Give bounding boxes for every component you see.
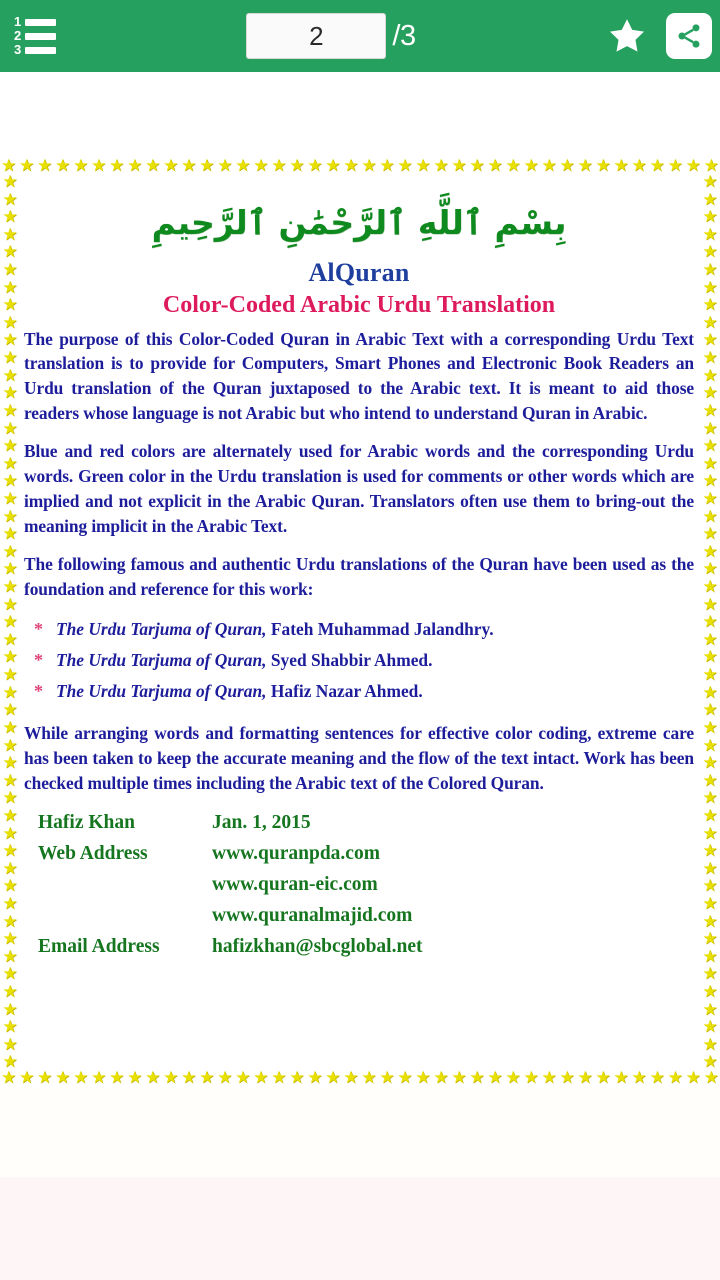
star-icon: ★ [433,158,449,176]
star-icon: ★ [2,823,18,844]
star-icon: ★ [702,717,718,738]
star-icon: ★ [55,1070,71,1088]
bullet-icon: * [34,619,43,640]
star-icon: ★ [2,174,18,192]
numbered-list-icon [14,16,58,56]
star-icon: ★ [2,770,18,791]
star-icon: ★ [702,612,718,633]
star-icon: ★ [702,841,718,862]
star-icon: ★ [235,158,251,176]
star-icon: ★ [702,665,718,686]
star-icon: ★ [2,647,18,668]
star-icon: ★ [73,158,89,176]
star-icon: ★ [702,295,718,316]
star-icon: ★ [702,524,718,545]
star-icon: ★ [2,841,18,862]
star-icon: ★ [703,1070,719,1088]
star-icon: ★ [199,158,215,176]
star-icon: ★ [613,1070,629,1088]
star-icon: ★ [577,158,593,176]
star-icon: ★ [702,383,718,404]
star-icon: ★ [702,893,718,914]
star-icon: ★ [289,158,305,176]
star-icon: ★ [217,1070,233,1088]
star-icon: ★ [702,753,718,774]
star-icon: ★ [163,1070,179,1088]
star-icon: ★ [253,158,269,176]
star-icon: ★ [2,612,18,633]
star-icon: ★ [702,312,718,333]
star-icon: ★ [37,1070,53,1088]
contact-value: www.quranpda.com [212,842,380,864]
star-icon: ★ [37,158,53,176]
bullet-icon: * [34,650,43,671]
star-icon: ★ [2,383,18,404]
star-icon: ★ [702,629,718,650]
star-icon: ★ [2,312,18,333]
star-icon [605,15,649,57]
star-icon: ★ [702,1034,718,1055]
star-icon: ★ [703,158,719,176]
star-icon: ★ [702,823,718,844]
star-icon: ★ [343,1070,359,1088]
bullet-icon: * [34,681,43,702]
star-icon: ★ [2,735,18,756]
star-icon: ★ [577,1070,593,1088]
star-icon: ★ [1,1070,17,1088]
paragraph-purpose: The purpose of this Color-Coded Quran in Arabic Text with a corresponding Urdu Text translation is to provide for Computers, Smart Phones and Electronic Book Readers an Urdu translation of the Quran juxtaposed to the Arabic text. It is meant to aid those readers whose language is not Arabic but who intend to understand Quran in Arabic. [24,328,694,424]
star-icon: ★ [702,260,718,281]
star-icon: ★ [2,242,18,263]
star-icon: ★ [685,158,701,176]
star-icon: ★ [487,1070,503,1088]
star-icon: ★ [469,1070,485,1088]
star-icon: ★ [2,1034,18,1055]
star-icon: ★ [397,158,413,176]
star-icon: ★ [181,158,197,176]
reference-line [56,677,423,707]
star-icon: ★ [2,665,18,686]
star-icon: ★ [702,770,718,791]
star-icon: ★ [307,1070,323,1088]
star-icon: ★ [702,541,718,562]
contact-value: www.quran-eic.com [212,873,378,895]
page-gap [0,1088,720,1177]
star-icon: ★ [2,805,18,826]
star-icon: ★ [702,594,718,615]
star-border-right [701,174,719,1072]
list-bar-3 [25,47,56,54]
star-icon: ★ [2,717,18,738]
document-page [0,158,720,1088]
star-icon: ★ [649,1070,665,1088]
star-icon: ★ [702,946,718,967]
document-subtitle: Color-Coded Arabic Urdu Translation [162,291,556,318]
page-navigator [66,13,596,59]
star-icon: ★ [685,1070,701,1088]
reference-line [56,646,432,676]
list-digit-1: 1 [14,14,22,29]
table-row [34,932,422,963]
star-icon: ★ [702,911,718,932]
star-icon: ★ [127,1070,143,1088]
reference-list [28,614,694,707]
star-icon: ★ [702,999,718,1020]
star-icon: ★ [145,158,161,176]
star-icon: ★ [702,929,718,950]
table-row [34,839,422,870]
star-icon: ★ [1,158,17,176]
star-icon: ★ [2,506,18,527]
star-icon: ★ [2,577,18,598]
star-icon: ★ [2,541,18,562]
star-icon: ★ [2,260,18,281]
star-icon: ★ [702,207,718,228]
star-icon: ★ [145,1070,161,1088]
table-row [34,808,422,839]
list-bar-1 [25,19,56,26]
star-icon: ★ [702,277,718,298]
star-icon: ★ [109,158,125,176]
star-icon: ★ [702,242,718,263]
star-icon: ★ [2,964,18,985]
star-icon: ★ [667,1070,683,1088]
star-icon: ★ [649,158,665,176]
reference-work-title: The Urdu Tarjuma of Quran, [56,650,267,671]
star-icon: ★ [702,577,718,598]
star-icon: ★ [702,365,718,386]
paragraph-closing: While arranging words and formatting sentences for effective color coding, extreme care has been taken to keep the accurate meaning and the flow of the text intact. Work has been checked multiple times including the Arabic text of the Colored Quran. [24,723,694,794]
footer-band [0,1177,720,1280]
star-icon: ★ [415,158,431,176]
star-icon: ★ [2,277,18,298]
star-icon: ★ [595,1070,611,1088]
star-icon: ★ [631,158,647,176]
share-icon [675,22,703,50]
star-icon: ★ [702,488,718,509]
star-icon: ★ [235,1070,251,1088]
star-icon: ★ [361,1070,377,1088]
star-icon: ★ [433,1070,449,1088]
star-icon: ★ [451,1070,467,1088]
star-border-bottom [0,1070,720,1088]
star-icon: ★ [487,158,503,176]
contact-value: Jan. 1, 2015 [212,811,311,833]
paragraph-sources-intro: The following famous and authentic Urdu translations of the Quran have been used as the foundation and reference for this work: [24,553,694,599]
star-icon: ★ [2,418,18,439]
star-icon: ★ [325,158,341,176]
paragraph-colors: Blue and red colors are alternately used for Arabic words and the corresponding Urdu words. Green color in the Urdu translation is used for comments or other words which are implied and not explicit in the Arabic Quran. Translators often use them to bring-out the meaning implicit in the Arabic Text. [24,441,694,536]
star-icon: ★ [361,158,377,176]
star-icon: ★ [702,224,718,245]
star-icon: ★ [702,735,718,756]
star-icon: ★ [2,471,18,492]
star-icon: ★ [325,1070,341,1088]
star-icon: ★ [702,858,718,879]
star-icon: ★ [702,559,718,580]
star-icon: ★ [613,158,629,176]
star-icon: ★ [2,207,18,228]
star-icon: ★ [2,559,18,580]
star-icon: ★ [451,158,467,176]
list-item [28,645,694,676]
star-icon: ★ [2,436,18,457]
star-icon: ★ [559,1070,575,1088]
star-icon: ★ [702,647,718,668]
contact-value: www.quranalmajid.com [212,904,413,926]
star-icon: ★ [271,1070,287,1088]
star-icon: ★ [415,1070,431,1088]
star-icon: ★ [541,1070,557,1088]
star-icon: ★ [2,893,18,914]
table-row [34,870,422,901]
page-total-label: /3 [392,19,416,52]
star-icon: ★ [2,629,18,650]
star-icon: ★ [379,1070,395,1088]
table-row [34,901,422,932]
star-icon: ★ [271,158,287,176]
top-toolbar [0,0,720,72]
star-icon: ★ [217,158,233,176]
star-icon: ★ [2,295,18,316]
star-icon: ★ [702,348,718,369]
star-icon: ★ [2,400,18,421]
share-button[interactable] [658,0,720,72]
star-icon: ★ [2,946,18,967]
star-icon: ★ [523,1070,539,1088]
bismillah-text: بِسْمِ ٱللَّهِ ٱلرَّحْمَٰنِ ٱلرَّحِيمِ [151,203,567,242]
star-icon: ★ [199,1070,215,1088]
star-icon: ★ [379,158,395,176]
star-icon: ★ [55,158,71,176]
list-digit-3: 3 [14,42,22,57]
star-icon: ★ [702,876,718,897]
star-icon: ★ [559,158,575,176]
star-icon: ★ [343,158,359,176]
star-icon: ★ [2,330,18,351]
star-icon: ★ [667,158,683,176]
star-icon: ★ [702,453,718,474]
list-item [28,614,694,645]
menu-button[interactable] [0,0,72,72]
contact-label: Email Address [38,935,160,957]
document-content [24,180,694,963]
star-icon: ★ [2,700,18,721]
star-icon: ★ [702,788,718,809]
star-icon: ★ [702,506,718,527]
star-icon: ★ [702,700,718,721]
contact-label [34,870,212,901]
list-item [28,676,694,707]
star-icon: ★ [2,189,18,210]
star-icon: ★ [2,1017,18,1038]
star-icon: ★ [2,788,18,809]
star-icon: ★ [702,805,718,826]
star-icon: ★ [595,158,611,176]
star-icon: ★ [289,1070,305,1088]
star-icon: ★ [2,858,18,879]
star-icon: ★ [127,158,143,176]
star-icon: ★ [2,594,18,615]
star-border-top [0,158,720,176]
star-icon: ★ [2,1052,18,1072]
contact-table [34,808,422,963]
star-icon: ★ [2,753,18,774]
star-icon: ★ [702,436,718,457]
star-icon: ★ [91,1070,107,1088]
star-icon: ★ [253,1070,269,1088]
star-icon: ★ [307,158,323,176]
star-icon: ★ [397,1070,413,1088]
star-icon: ★ [702,418,718,439]
star-icon: ★ [2,929,18,950]
reference-author: Hafiz Nazar Ahmed. [270,681,423,702]
star-icon: ★ [702,330,718,351]
contact-label [34,901,212,932]
star-icon: ★ [702,400,718,421]
star-icon: ★ [505,158,521,176]
star-icon: ★ [2,682,18,703]
contact-label: Web Address [38,842,148,864]
reference-line [56,615,494,645]
reference-work-title: The Urdu Tarjuma of Quran, [56,619,267,640]
star-icon: ★ [702,1052,718,1072]
star-icon: ★ [19,158,35,176]
star-icon: ★ [523,158,539,176]
star-icon: ★ [19,1070,35,1088]
list-digit-2: 2 [14,28,22,43]
star-icon: ★ [541,158,557,176]
star-icon: ★ [702,964,718,985]
contact-label: Hafiz Khan [38,811,135,833]
star-icon: ★ [2,453,18,474]
star-icon: ★ [2,488,18,509]
star-icon: ★ [2,524,18,545]
star-icon: ★ [702,471,718,492]
star-icon: ★ [181,1070,197,1088]
contact-value: hafizkhan@sbcglobal.net [212,935,423,957]
star-icon: ★ [91,158,107,176]
star-icon: ★ [702,189,718,210]
star-icon: ★ [109,1070,125,1088]
star-border-left [1,174,19,1072]
reference-author: Syed Shabbir Ahmed. [270,650,433,671]
star-icon: ★ [2,876,18,897]
star-icon: ★ [2,999,18,1020]
page-number-input[interactable] [246,13,386,59]
star-icon: ★ [505,1070,521,1088]
reference-work-title: The Urdu Tarjuma of Quran, [56,681,267,702]
star-icon: ★ [2,365,18,386]
document-title: AlQuran [308,257,410,287]
star-icon: ★ [2,982,18,1003]
star-icon: ★ [702,982,718,1003]
star-icon: ★ [163,158,179,176]
star-icon: ★ [73,1070,89,1088]
star-icon: ★ [702,1017,718,1038]
list-bar-2 [25,33,56,40]
star-icon: ★ [2,911,18,932]
reference-author: Fateh Muhammad Jalandhry. [270,619,494,640]
star-icon: ★ [702,682,718,703]
star-icon: ★ [631,1070,647,1088]
star-icon: ★ [702,174,718,192]
star-icon: ★ [469,158,485,176]
favorite-button[interactable] [596,0,658,72]
star-icon: ★ [2,348,18,369]
share-icon-container [666,13,712,59]
star-icon: ★ [2,224,18,245]
